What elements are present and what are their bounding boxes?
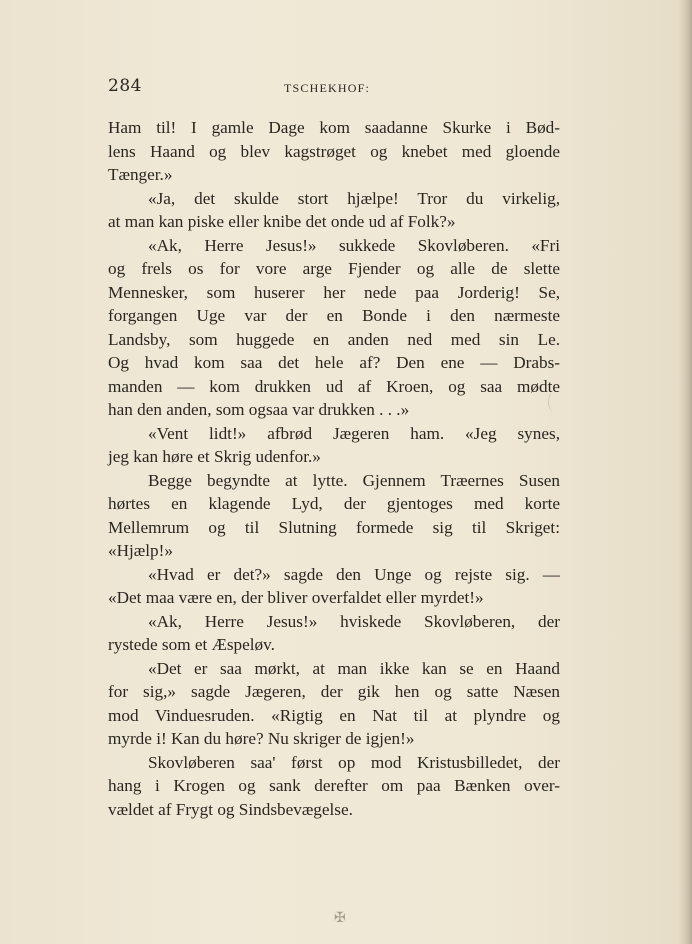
paper-mark: [548, 392, 561, 412]
text-line: «Vent lidt!» afbrød Jægeren ham. «Jeg synes,: [148, 423, 560, 443]
text-line: «Ja, det skulde stort hjælpe! Tror du virkelig,: [148, 188, 560, 208]
text-line: forgangen Uge var der en Bonde i den nærmeste: [108, 306, 560, 325]
text-line: hørtes en klagende Lyd, der gjentoges med korte: [108, 494, 560, 513]
text-line: manden — kom drukken ud af Kroen, og saa mødte: [108, 376, 560, 396]
running-head: TSCHEKHOF:: [284, 81, 371, 95]
text-line: «Hjælp!»: [108, 541, 173, 560]
text-line: hang i Krogen og sank derefter om paa Bænken over-: [108, 776, 560, 795]
text-line: jeg kan høre et Skrig udenfor.»: [108, 447, 321, 466]
text-line: «Det maa være en, der bliver overfaldet eller myrdet!»: [108, 588, 484, 607]
text-line: og frels os for vore arge Fjender og alle de slette: [108, 259, 560, 278]
text-line: han den anden, som ogsaa var drukken . . .»: [108, 400, 410, 419]
text-line: Og hvad kom saa det hele af? Den ene — Drabs-: [108, 353, 560, 372]
text-line: vældet af Frygt og Sindsbevægelse.: [108, 799, 353, 819]
text-line: myrde i! Kan du høre? Nu skriger de igjen!»: [108, 729, 415, 748]
text-line: Tænger.»: [108, 165, 173, 184]
page-number: 284: [108, 76, 142, 96]
text-line: Skovløberen saa' først op mod Kristusbilledet, der: [148, 752, 560, 772]
text-line: «Hvad er det?» sagde den Unge og rejste sig. —: [148, 564, 560, 584]
library-stamp-mark: ✠: [334, 910, 346, 926]
text-line: Mennesker, som huserer her nede paa Jorderig! Se,: [108, 282, 560, 302]
text-line: mod Vinduesruden. «Rigtig en Nat til at plyndre og: [108, 705, 560, 725]
text-line: at man kan piske eller knibe det onde ud af Folk?»: [108, 212, 456, 231]
text-line: «Ak, Herre Jesus!» hviskede Skovløberen, der: [148, 611, 560, 631]
text-line: Ham til! I gamle Dage kom saadanne Skurke i Bød-: [108, 118, 560, 137]
text-line: Landsby, som huggede en anden ned med sin Le.: [108, 329, 560, 349]
text-line: «Ak, Herre Jesus!» sukkede Skovløberen. «Fri: [148, 235, 560, 255]
page-header: [108, 76, 558, 100]
text-line: lens Haand og blev kagstrøget og knebet med gloende: [108, 141, 560, 161]
text-line: «Det er saa mørkt, at man ikke kan se en Haand: [148, 658, 560, 678]
text-line: rystede som et Æspeløv.: [108, 635, 275, 654]
body-text: [108, 116, 560, 821]
text-line: Mellemrum og til Slutning formede sig til Skriget:: [108, 517, 560, 537]
text-line: Begge begyndte at lytte. Gjennem Træernes Susen: [148, 470, 560, 490]
page-edge-shadow: [678, 0, 692, 944]
text-line: for sig,» sagde Jægeren, der gik hen og satte Næsen: [108, 682, 560, 701]
